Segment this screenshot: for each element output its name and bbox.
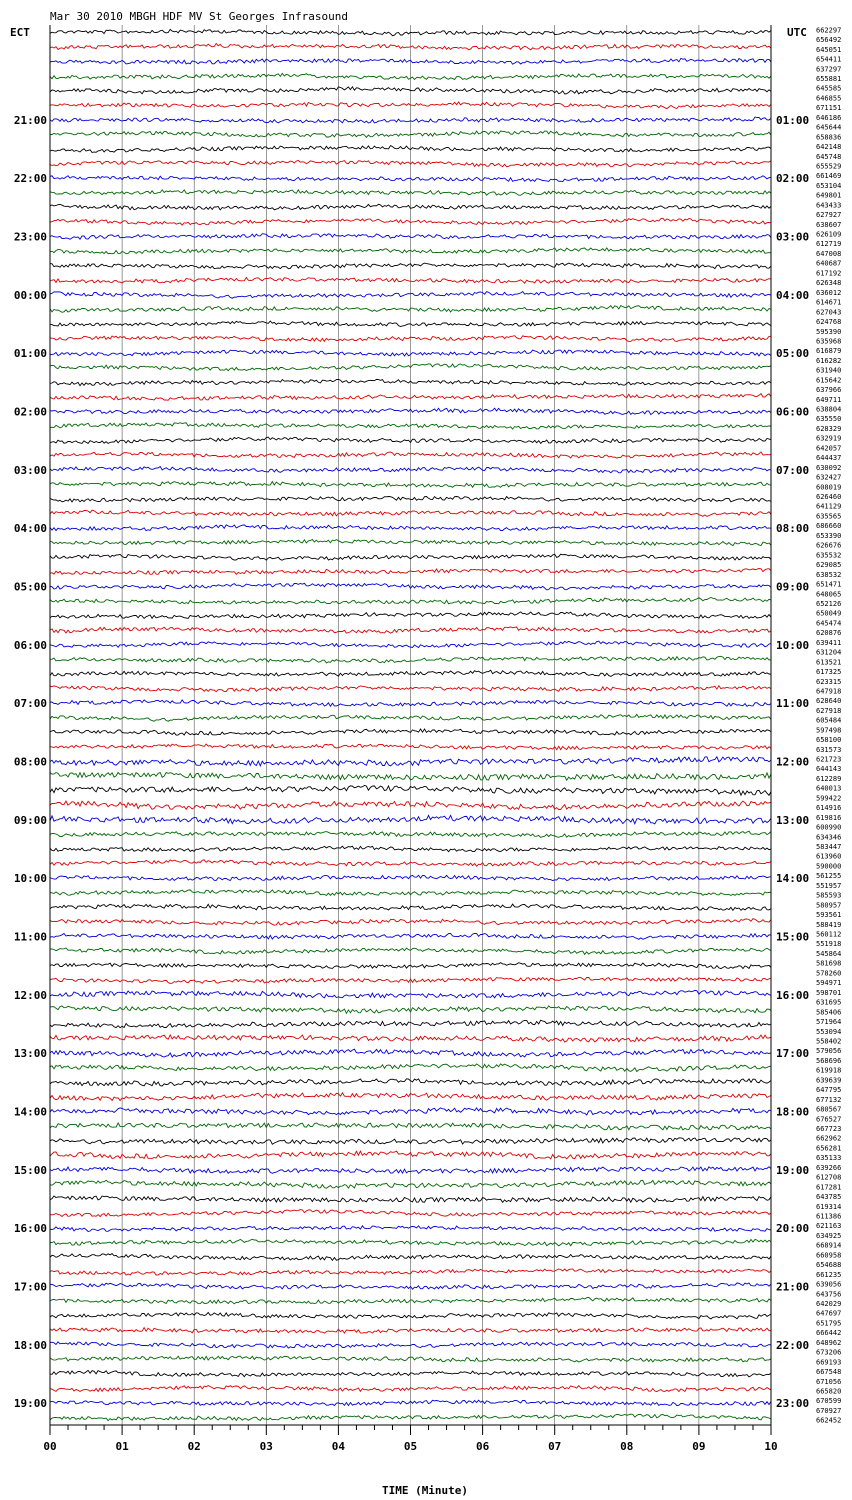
x-tick-label: 05 (403, 1440, 418, 1453)
left-hour-label: 07:00 (13, 697, 47, 711)
left-hour-label: 08:00 (13, 755, 47, 769)
scale-value: 673206 (816, 1348, 842, 1357)
scale-value: 634925 (816, 1231, 842, 1240)
x-tick-label: 09 (692, 1440, 706, 1453)
scale-value: 628329 (816, 425, 842, 433)
scale-value: 637966 (816, 386, 842, 395)
right-hour-label: 02:00 (776, 172, 810, 186)
scale-value: 608019 (816, 483, 842, 492)
scale-value: 643756 (816, 1290, 842, 1299)
scale-value: 642029 (816, 1300, 842, 1308)
right-hour-label: 05:00 (776, 347, 810, 361)
scale-value: 580957 (816, 901, 842, 910)
scale-value: 617325 (816, 668, 842, 676)
right-hour-label: 10:00 (776, 638, 810, 652)
scale-value: 615642 (816, 376, 842, 385)
scale-value: 612708 (816, 1173, 842, 1182)
scale-value: 677132 (816, 1095, 842, 1104)
scale-value: 644437 (816, 454, 842, 463)
scale-value: 668914 (816, 1241, 842, 1250)
left-hour-label: 12:00 (13, 988, 47, 1002)
scale-value: 671151 (816, 104, 842, 113)
scale-value: 560112 (816, 930, 842, 939)
right-hour-label: 03:00 (776, 230, 810, 244)
scale-value: 616879 (816, 347, 842, 356)
scale-value: 661235 (816, 1270, 842, 1279)
scale-value: 578260 (816, 969, 842, 978)
scale-value: 631204 (816, 648, 842, 657)
scale-value: 614916 (816, 804, 842, 813)
scale-value: 666442 (816, 1329, 842, 1338)
scale-value: 647697 (816, 1309, 842, 1318)
scale-value: 561255 (816, 872, 842, 881)
scale-value: 670599 (816, 1397, 842, 1406)
x-axis-label: TIME (Minute) (381, 1484, 469, 1497)
left-hour-label: 14:00 (13, 1105, 47, 1119)
scale-value: 670927 (816, 1406, 842, 1415)
scale-value: 647008 (816, 250, 842, 258)
scale-value: 638804 (816, 405, 842, 414)
scale-value: 571964 (816, 1018, 842, 1026)
scale-value: 614671 (816, 298, 842, 307)
left-hour-label: 16:00 (13, 1222, 47, 1236)
scale-value: 643433 (816, 201, 842, 210)
scale-value: 662297 (816, 26, 842, 35)
left-hour-label: 17:00 (13, 1280, 47, 1294)
scale-value: 597498 (816, 726, 842, 735)
scale-value: 626109 (816, 230, 842, 239)
scale-value: 680567 (816, 1105, 842, 1114)
scale-value: 598701 (816, 988, 842, 997)
left-hour-label: 22:00 (13, 172, 47, 186)
scale-value: 655529 (816, 162, 842, 171)
scale-value: 551957 (816, 881, 842, 890)
left-hour-label: 10:00 (13, 872, 47, 886)
scale-value: 653390 (816, 531, 842, 540)
left-hour-label: 11:00 (13, 930, 47, 944)
scale-value: 661469 (816, 172, 842, 181)
scale-value: 645644 (816, 123, 842, 132)
x-tick-label: 00 (43, 1440, 57, 1453)
scale-value: 669193 (816, 1358, 842, 1367)
scale-value: 593561 (816, 911, 842, 920)
scale-value: 551918 (816, 940, 842, 949)
right-hour-label: 17:00 (776, 1047, 810, 1061)
scale-value: 649801 (816, 191, 842, 200)
scale-value: 650049 (816, 609, 842, 618)
scale-value: 654688 (816, 1261, 842, 1270)
scale-value: 595390 (816, 327, 842, 336)
scale-value: 656492 (816, 36, 842, 45)
scale-value: 638532 (816, 570, 842, 579)
right-hour-label: 23:00 (776, 1397, 810, 1411)
right-hour-label: 19:00 (776, 1163, 810, 1177)
right-hour-label: 16:00 (776, 988, 810, 1002)
scale-value: 624768 (816, 318, 842, 326)
scale-value: 648962 (816, 1338, 842, 1347)
scale-value: 553094 (816, 1027, 842, 1036)
scale-value: 667548 (816, 1368, 842, 1376)
left-hour-label: 05:00 (13, 580, 47, 594)
scale-value: 621163 (816, 1222, 842, 1231)
scale-value: 640013 (816, 784, 842, 793)
scale-value: 638607 (816, 220, 842, 229)
right-axis-label: UTC (787, 26, 807, 39)
scale-value: 612719 (816, 240, 842, 249)
left-hour-label: 00:00 (13, 288, 47, 302)
scale-value: 588419 (816, 920, 842, 929)
left-hour-label: 23:00 (13, 230, 47, 244)
left-hour-labels (14, 114, 47, 1410)
scale-value: 612289 (816, 775, 842, 783)
right-hour-label: 01:00 (776, 113, 810, 127)
scale-value: 644143 (816, 765, 842, 774)
scale-value: 617281 (816, 1183, 842, 1192)
chart-title: Mar 30 2010 MBGH HDF MV St Georges Infrasound (50, 10, 349, 23)
left-hour-label: 15:00 (13, 1163, 47, 1177)
right-hour-label: 13:00 (776, 813, 810, 827)
scale-value: 658836 (816, 133, 842, 142)
right-hour-label: 07:00 (776, 463, 810, 477)
scale-value: 671056 (816, 1377, 842, 1386)
x-axis-ticks (43, 1425, 777, 1453)
scale-value: 632427 (816, 473, 842, 482)
right-hour-label: 04:00 (776, 288, 810, 302)
scale-value: 583447 (816, 843, 842, 851)
scale-value: 662452 (816, 1416, 842, 1425)
scale-value: 651471 (816, 580, 842, 589)
left-hour-label: 06:00 (13, 638, 47, 652)
scale-value: 655881 (816, 75, 842, 83)
scale-value: 630092 (816, 463, 842, 472)
scale-value: 637297 (816, 65, 842, 74)
scale-value: 631695 (816, 998, 842, 1007)
x-tick-label: 02 (187, 1440, 201, 1453)
right-hour-label: 18:00 (776, 1105, 810, 1119)
left-axis-label: ECT (10, 26, 30, 39)
scale-value: 631573 (816, 745, 842, 754)
left-hour-label: 01:00 (13, 347, 47, 361)
scale-value: 616282 (816, 356, 842, 365)
left-hour-label: 04:00 (13, 522, 47, 536)
scale-value: 585593 (816, 891, 842, 900)
x-tick-label: 10 (764, 1440, 778, 1453)
scale-value: 626348 (816, 279, 842, 288)
scale-value: 635565 (816, 512, 842, 521)
scale-value: 627918 (816, 706, 842, 715)
scale-value: 545864 (816, 950, 842, 958)
scale-value: 639266 (816, 1163, 842, 1172)
scale-value: 594971 (816, 979, 842, 988)
right-hour-label: 22:00 (776, 1338, 810, 1352)
right-hour-labels (776, 114, 809, 1410)
scale-value: 617192 (816, 269, 842, 278)
scale-value: 621723 (816, 755, 842, 764)
scale-value: 634346 (816, 833, 842, 842)
scale-value: 676527 (816, 1115, 842, 1124)
scale-value: 620876 (816, 629, 842, 638)
scale-value: 645748 (816, 152, 842, 161)
left-hour-label: 18:00 (13, 1338, 47, 1352)
scale-value: 649711 (816, 395, 842, 404)
scale-value: 623315 (816, 677, 842, 686)
scale-value: 647795 (816, 1086, 842, 1095)
scale-value: 648065 (816, 590, 842, 599)
scale-value: 628640 (816, 697, 842, 706)
x-tick-label: 01 (115, 1440, 129, 1453)
scale-value: 653104 (816, 181, 842, 190)
scale-value: 652126 (816, 600, 842, 608)
scale-value: 619816 (816, 813, 842, 822)
right-hour-label: 12:00 (776, 755, 810, 769)
scale-value: 631940 (816, 366, 842, 375)
scale-value: 656281 (816, 1144, 842, 1153)
scale-value: 627043 (816, 308, 842, 317)
left-hour-label: 09:00 (13, 813, 47, 827)
scale-value: 613960 (816, 852, 842, 861)
scale-value: 611386 (816, 1212, 842, 1221)
scale-value: 605484 (816, 716, 842, 725)
left-hour-label: 02:00 (13, 405, 47, 419)
scale-value: 639639 (816, 1076, 842, 1085)
scale-value: 626676 (816, 541, 842, 550)
left-hour-label: 19:00 (13, 1397, 47, 1411)
scale-value: 645585 (816, 84, 842, 93)
scale-value: 640687 (816, 259, 842, 268)
x-tick-label: 04 (331, 1440, 346, 1453)
scale-labels (816, 26, 841, 1424)
scale-value: 599422 (816, 794, 842, 803)
scale-value: 590000 (816, 862, 842, 871)
scale-value: 600990 (816, 823, 842, 832)
scale-value: 662962 (816, 1134, 842, 1143)
scale-value: 619918 (816, 1066, 842, 1075)
left-hour-label: 13:00 (13, 1047, 47, 1061)
scale-value: 686660 (816, 522, 842, 531)
grid-lines (122, 25, 699, 1425)
right-hour-label: 15:00 (776, 930, 810, 944)
scale-value: 579056 (816, 1047, 842, 1056)
scale-value: 568696 (816, 1056, 842, 1065)
x-tick-label: 07 (548, 1440, 562, 1453)
right-hour-label: 09:00 (776, 580, 810, 594)
scale-value: 636012 (816, 288, 842, 297)
scale-value: 651795 (816, 1319, 842, 1328)
scale-value: 619314 (816, 1202, 842, 1211)
scale-value: 654411 (816, 55, 842, 64)
scale-value: 667723 (816, 1125, 842, 1133)
left-hour-label: 03:00 (13, 463, 47, 477)
scale-value: 629085 (816, 561, 842, 570)
scale-value: 647918 (816, 687, 842, 696)
right-hour-label: 06:00 (776, 405, 810, 419)
x-tick-label: 03 (259, 1440, 273, 1453)
right-hour-label: 14:00 (776, 872, 810, 886)
right-hour-label: 08:00 (776, 522, 810, 536)
scale-value: 632919 (816, 434, 842, 443)
right-hour-label: 20:00 (776, 1222, 810, 1236)
scale-value: 665820 (816, 1387, 842, 1396)
scale-value: 643785 (816, 1193, 842, 1201)
scale-value: 626460 (816, 493, 842, 501)
scale-value: 581698 (816, 959, 842, 968)
right-hour-label: 21:00 (776, 1280, 810, 1294)
scale-value: 639056 (816, 1280, 842, 1289)
scale-value: 642148 (816, 143, 842, 151)
left-hour-label: 21:00 (13, 113, 47, 127)
scale-value: 635532 (816, 551, 842, 560)
scale-value: 645474 (816, 619, 842, 628)
scale-value: 558402 (816, 1037, 842, 1046)
scale-value: 585406 (816, 1008, 842, 1017)
scale-value: 639411 (816, 638, 842, 647)
scale-value: 646186 (816, 113, 842, 122)
scale-value: 658100 (816, 736, 842, 745)
scale-value: 646855 (816, 94, 842, 103)
x-tick-label: 06 (475, 1440, 490, 1453)
scale-value: 613521 (816, 658, 842, 667)
scale-value: 641129 (816, 502, 842, 511)
scale-value: 660958 (816, 1251, 842, 1260)
scale-value: 635550 (816, 415, 842, 424)
scale-value: 627927 (816, 211, 842, 220)
x-tick-label: 08 (620, 1440, 634, 1453)
right-hour-label: 11:00 (776, 697, 810, 711)
scale-value: 635968 (816, 337, 842, 346)
scale-value: 635133 (816, 1154, 842, 1163)
scale-value: 645051 (816, 45, 842, 54)
scale-value: 642057 (816, 444, 842, 453)
